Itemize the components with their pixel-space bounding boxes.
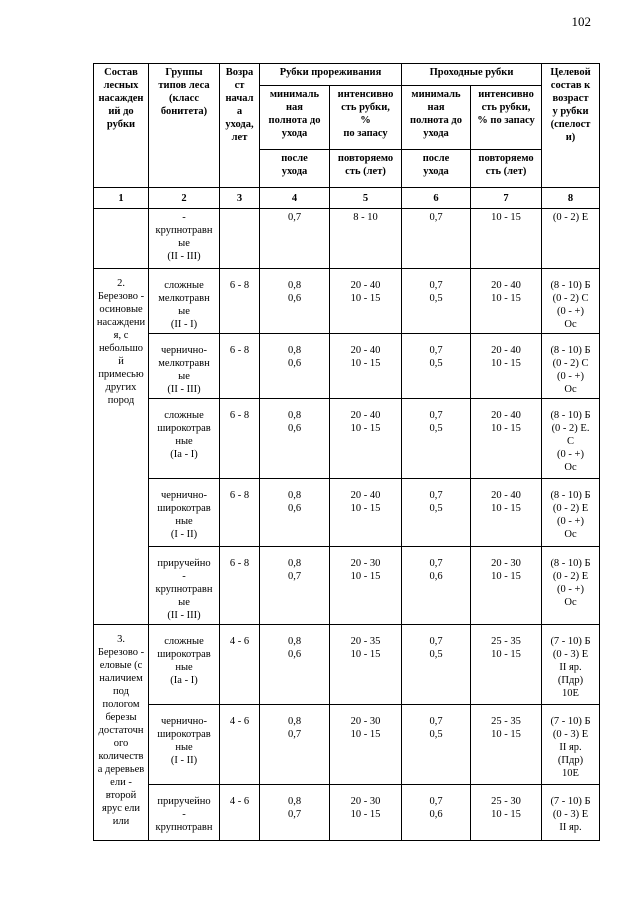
start-age-cell bbox=[220, 209, 260, 269]
min-density-passage-cell: 0,7 0,5 bbox=[402, 334, 471, 399]
column-number: 1 bbox=[94, 188, 149, 209]
intensity-cell: 20 - 40 10 - 15 bbox=[330, 334, 402, 399]
intensity-passage-cell: 20 - 40 10 - 15 bbox=[471, 269, 542, 334]
forest-type-cell: чернично- широкотрав ные (I - II) bbox=[149, 705, 220, 785]
table-header bbox=[94, 64, 600, 209]
min-density-cell: 0,8 0,7 bbox=[260, 785, 330, 841]
forest-type-cell: приручейно - крупнотравн bbox=[149, 785, 220, 841]
composition-group-2: 2. Березово - осиновые насаждени я, с небольшо й примесью других пород bbox=[94, 269, 149, 625]
target-composition-cell: (8 - 10) Б (0 - 2) Е. С (0 - +) Ос bbox=[542, 399, 600, 479]
intensity-passage-cell: 25 - 35 10 - 15 bbox=[471, 705, 542, 785]
min-density-cell: 0,8 0,6 bbox=[260, 479, 330, 547]
intensity-cell: 20 - 40 10 - 15 bbox=[330, 399, 402, 479]
intensity-passage-cell: 20 - 40 10 - 15 bbox=[471, 479, 542, 547]
header-intensity: интенсивно сть рубки, % по запасу bbox=[330, 86, 402, 150]
target-composition-cell: (0 - 2) Е bbox=[542, 209, 600, 269]
min-density-cell: 0,8 0,6 bbox=[260, 399, 330, 479]
min-density-cell: 0,8 0,7 bbox=[260, 705, 330, 785]
target-composition-cell: (8 - 10) Б (0 - 2) С (0 - +) Ос bbox=[542, 269, 600, 334]
start-age-cell: 4 - 6 bbox=[220, 625, 260, 705]
intensity-cell: 20 - 40 10 - 15 bbox=[330, 269, 402, 334]
start-age-cell: 6 - 8 bbox=[220, 269, 260, 334]
header-forest-groups: Группы типов леса (класс бонитета) bbox=[149, 64, 220, 188]
min-density-passage-cell: 0,7 0,5 bbox=[402, 479, 471, 547]
header-intensity-passage: интенсивно сть рубки, % по запасу bbox=[471, 86, 542, 150]
column-number: 7 bbox=[471, 188, 542, 209]
column-number: 2 bbox=[149, 188, 220, 209]
column-number: 5 bbox=[330, 188, 402, 209]
forest-type-cell: чернично- мелкотравн ые (II - III) bbox=[149, 334, 220, 399]
forest-type-cell: сложные широкотрав ные (Ia - I) bbox=[149, 399, 220, 479]
intensity-cell: 20 - 35 10 - 15 bbox=[330, 625, 402, 705]
target-composition-cell: (7 - 10) Б (0 - 3) Е II яр. (Пдр) 10Е bbox=[542, 705, 600, 785]
min-density-passage-cell: 0,7 0,6 bbox=[402, 785, 471, 841]
table-row bbox=[94, 479, 600, 547]
intensity-passage-cell: 10 - 15 bbox=[471, 209, 542, 269]
table-row bbox=[94, 334, 600, 399]
start-age-cell: 6 - 8 bbox=[220, 547, 260, 625]
min-density-passage-cell: 0,7 0,5 bbox=[402, 399, 471, 479]
target-composition-cell: (8 - 10) Б (0 - 2) Е (0 - +) Ос bbox=[542, 479, 600, 547]
intensity-cell: 20 - 30 10 - 15 bbox=[330, 705, 402, 785]
min-density-passage-cell: 0,7 0,5 bbox=[402, 625, 471, 705]
start-age-cell: 6 - 8 bbox=[220, 334, 260, 399]
intensity-cell: 20 - 30 10 - 15 bbox=[330, 785, 402, 841]
table-row bbox=[94, 547, 600, 625]
table-row bbox=[94, 269, 600, 334]
forest-type-cell: сложные широкотрав ные (Ia - I) bbox=[149, 625, 220, 705]
min-density-cell: 0,8 0,6 bbox=[260, 334, 330, 399]
header-after-care-passage: после ухода bbox=[402, 150, 471, 188]
intensity-passage-cell: 20 - 40 10 - 15 bbox=[471, 399, 542, 479]
table-row bbox=[94, 399, 600, 479]
forest-type-cell: приручейно - крупнотравн ые (II - III) bbox=[149, 547, 220, 625]
table-body bbox=[94, 209, 600, 841]
intensity-cell: 20 - 40 10 - 15 bbox=[330, 479, 402, 547]
header-target-composition: Целевой состав к возраст у рубки (спелост и) bbox=[542, 64, 600, 188]
table-row bbox=[94, 625, 600, 705]
intensity-passage-cell: 20 - 30 10 - 15 bbox=[471, 547, 542, 625]
forest-type-cell: сложные мелкотравн ые (II - I) bbox=[149, 269, 220, 334]
header-start-age: Возра ст начал а ухода, лет bbox=[220, 64, 260, 188]
header-after-care: после ухода bbox=[260, 150, 330, 188]
composition-group-3: 3. Березово - еловые (с наличием под пологом березы достаточн ого количеств а деревьев ели - второй ярус ели или bbox=[94, 625, 149, 841]
forest-type-cell: - крупнотравн ые (II - III) bbox=[149, 209, 220, 269]
forest-care-table bbox=[93, 63, 600, 841]
column-number-row bbox=[94, 188, 600, 209]
min-density-passage-cell: 0,7 bbox=[402, 209, 471, 269]
header-thinning: Рубки прореживания bbox=[260, 64, 402, 86]
header-min-density: минималь ная полнота до ухода bbox=[260, 86, 330, 150]
table-row bbox=[94, 209, 600, 269]
min-density-cell: 0,7 bbox=[260, 209, 330, 269]
header-composition: Состав лесных насажден ий до рубки bbox=[94, 64, 149, 188]
header-repeat: повторяемо сть (лет) bbox=[330, 150, 402, 188]
target-composition-cell: (8 - 10) Б (0 - 2) Е (0 - +) Ос bbox=[542, 547, 600, 625]
min-density-cell: 0,8 0,7 bbox=[260, 547, 330, 625]
min-density-cell: 0,8 0,6 bbox=[260, 269, 330, 334]
target-composition-cell: (8 - 10) Б (0 - 2) С (0 - +) Ос bbox=[542, 334, 600, 399]
table-row bbox=[94, 705, 600, 785]
min-density-passage-cell: 0,7 0,5 bbox=[402, 705, 471, 785]
target-composition-cell: (7 - 10) Б (0 - 3) Е II яр. bbox=[542, 785, 600, 841]
start-age-cell: 6 - 8 bbox=[220, 399, 260, 479]
forest-type-cell: чернично- широкотрав ные (I - II) bbox=[149, 479, 220, 547]
intensity-cell: 8 - 10 bbox=[330, 209, 402, 269]
composition-cell-empty bbox=[94, 209, 149, 269]
start-age-cell: 6 - 8 bbox=[220, 479, 260, 547]
header-min-density-passage: минималь ная полнота до ухода bbox=[402, 86, 471, 150]
start-age-cell: 4 - 6 bbox=[220, 785, 260, 841]
page-number: 102 bbox=[571, 14, 591, 29]
min-density-passage-cell: 0,7 0,5 bbox=[402, 269, 471, 334]
start-age-cell: 4 - 6 bbox=[220, 705, 260, 785]
header-passage-cutting: Проходные рубки bbox=[402, 64, 542, 86]
intensity-passage-cell: 25 - 30 10 - 15 bbox=[471, 785, 542, 841]
column-number: 4 bbox=[260, 188, 330, 209]
min-density-passage-cell: 0,7 0,6 bbox=[402, 547, 471, 625]
intensity-passage-cell: 20 - 40 10 - 15 bbox=[471, 334, 542, 399]
min-density-cell: 0,8 0,6 bbox=[260, 625, 330, 705]
header-repeat-passage: повторяемо сть (лет) bbox=[471, 150, 542, 188]
target-composition-cell: (7 - 10) Б (0 - 3) Е II яр. (Пдр) 10Е bbox=[542, 625, 600, 705]
column-number: 6 bbox=[402, 188, 471, 209]
intensity-cell: 20 - 30 10 - 15 bbox=[330, 547, 402, 625]
column-number: 8 bbox=[542, 188, 600, 209]
column-number: 3 bbox=[220, 188, 260, 209]
table-row bbox=[94, 785, 600, 841]
intensity-passage-cell: 25 - 35 10 - 15 bbox=[471, 625, 542, 705]
